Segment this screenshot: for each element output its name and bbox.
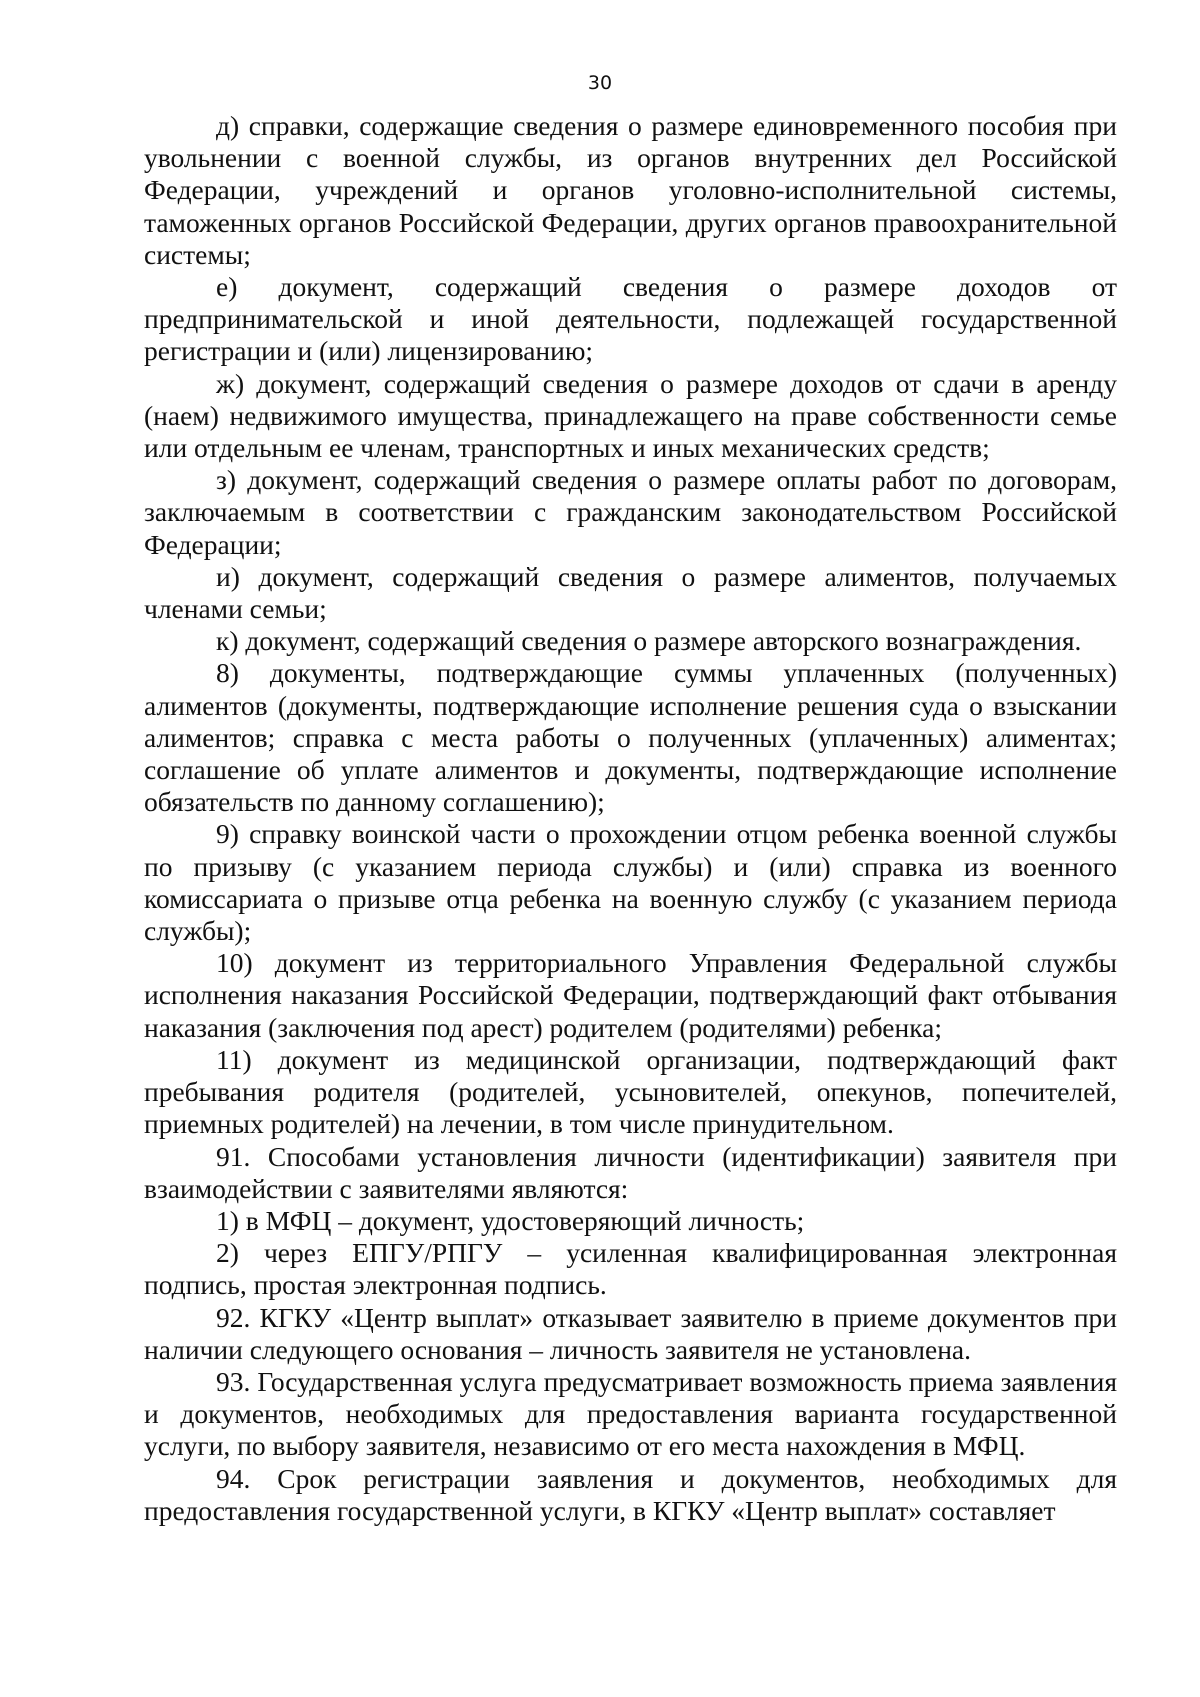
paragraph-91-1-mfc: 1) в МФЦ – документ, удостоверяющий личность;: [216, 1204, 805, 1236]
paragraph-z-contract-payments: з) документ, содержащий сведения о размере оплаты работ по договорам, заключаемым в соответствии с гражданским законодательством Российской Федерации;: [144, 464, 1117, 560]
page-number: 30: [587, 72, 613, 94]
paragraph-d-certificates-severance: д) справки, содержащие сведения о размере единовременного пособия при увольнении с военной службы, из органов внутренних дел Российской Федерации, учреждений и органов уголовно-исполнительной системы, таможенных органов Российской Федерации, других органов правоохранительной системы;: [144, 110, 1117, 270]
paragraph-zh-rental-income: ж) документ, содержащий сведения о размере доходов от сдачи в аренду (наем) недвижимого имущества, принадлежащего на праве собственности семье или отдельным ее членам, транспортных и иных механических средств;: [144, 367, 1117, 464]
paragraph-93-extraterritorial: 93. Государственная услуга предусматривает возможность приема заявления и документов, необходимых для предоставления варианта государственной услуги, по выбору заявителя, независимо от его места нахождения в МФЦ.: [144, 1365, 1117, 1462]
paragraph-e-business-income: е) документ, содержащий сведения о размере доходов от предпринимательской и иной деятельности, подлежащей государственной регистрации и (или) лицензированию;: [144, 271, 1117, 367]
paragraph-91-2-epgu: 2) через ЕПГУ/РПГУ – усиленная квалифицированная электронная подпись, простая электронная подпись.: [144, 1237, 1117, 1301]
paragraph-91-identification: 91. Способами установления личности (идентификации) заявителя при взаимодействии с заявителями являются:: [144, 1140, 1117, 1204]
document-body: [144, 110, 1117, 1527]
paragraph-i-alimony-received: и) документ, содержащий сведения о размере алиментов, получаемых членами семьи;: [144, 560, 1117, 625]
paragraph-92-refusal: 92. КГКУ «Центр выплат» отказывает заявителю в приеме документов при наличии следующего основания – личность заявителя не установлена.: [144, 1301, 1117, 1365]
paragraph-k-author-fees: к) документ, содержащий сведения о размере авторского вознаграждения.: [216, 625, 1082, 657]
paragraph-94-registration-term: 94. Срок регистрации заявления и документов, необходимых для предоставления государственной услуги, в КГКУ «Центр выплат» составляет: [144, 1462, 1117, 1526]
paragraph-9-military-service: 9) справку воинской части о прохождении отцом ребенка военной службы по призыву (с указанием периода службы) и (или) справка из военного комиссариата о призыве отца ребенка на военную службу (с указанием периода службы);: [144, 818, 1117, 947]
paragraph-8-alimony-documents: 8) документы, подтверждающие суммы уплаченных (полученных) алиментов (документы, подтверждающие исполнение решения суда о взыскании алиментов; справка с места работы о полученных (уплаченных) алиментах; соглашение об уплате алиментов и документы, подтверждающие исполнение обязательств по данному соглашению);: [144, 657, 1117, 818]
paragraph-10-penitentiary-document: 10) документ из территориального Управления Федеральной службы исполнения наказания Российской Федерации, подтверждающий факт отбывания наказания (заключения под арест) родителем (родителями) ребенка;: [144, 947, 1117, 1043]
paragraph-11-medical-document: 11) документ из медицинской организации, подтверждающий факт пребывания родителя (родителей, усыновителей, опекунов, попечителей, приемных родителей) на лечении, в том числе принудительном.: [144, 1043, 1117, 1140]
